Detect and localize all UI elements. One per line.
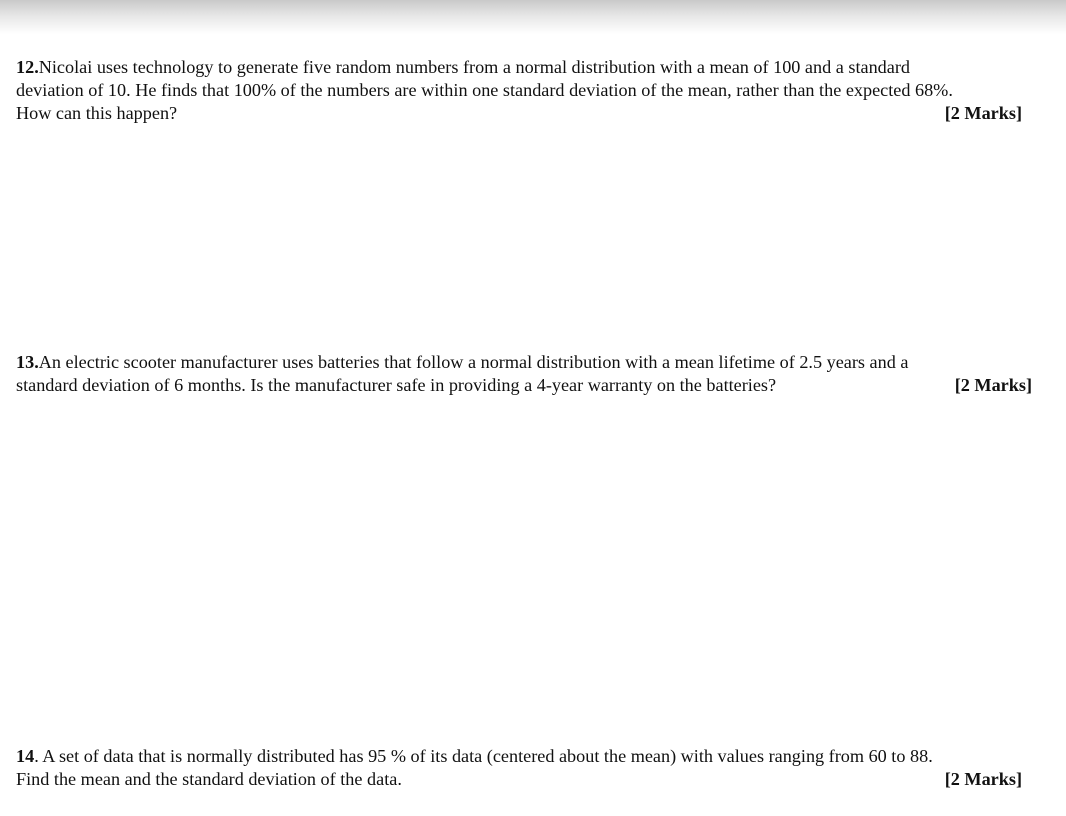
question-12-text-1: Nicolai uses technology to generate five random numbers from a normal distribution with a mean of 100 and a standard (38, 57, 910, 77)
question-14-marks: [2 Marks] (944, 769, 1022, 789)
question-14-text-1: . A set of data that is normally distributed has 95 % of its data (centered about the mean) with values ranging from 60 to 88. (34, 746, 933, 766)
question-14-line-1 (16, 745, 1022, 768)
question-13-line-2 (16, 374, 1032, 397)
question-12-line-3 (16, 102, 1022, 125)
question-14-line-2 (16, 768, 1022, 791)
question-13-marks: [2 Marks] (954, 375, 1032, 395)
question-12-line-1 (16, 56, 1036, 79)
question-13-text-2: standard deviation of 6 months. Is the manufacturer safe in providing a 4-year warranty on the batteries? (16, 375, 777, 395)
question-12-text-3: How can this happen? (16, 103, 178, 123)
question-12 (16, 56, 1036, 125)
question-14 (16, 745, 1022, 791)
question-13-number: 13. (16, 352, 39, 372)
page-top-shadow (0, 0, 1066, 34)
question-12-line-2: deviation of 10. He finds that 100% of the numbers are within one standard deviation of the mean, rather than the expected 68%. (16, 80, 953, 100)
question-13 (16, 351, 1032, 397)
question-13-line-1 (16, 351, 1032, 374)
question-14-text-2: Find the mean and the standard deviation of the data. (16, 769, 402, 789)
question-12-marks: [2 Marks] (944, 103, 1022, 123)
question-14-number: 14 (16, 746, 35, 766)
question-12-number: 12. (16, 57, 39, 77)
question-13-text-1: An electric scooter manufacturer uses batteries that follow a normal distribution with a mean lifetime of 2.5 years and a (38, 352, 909, 372)
